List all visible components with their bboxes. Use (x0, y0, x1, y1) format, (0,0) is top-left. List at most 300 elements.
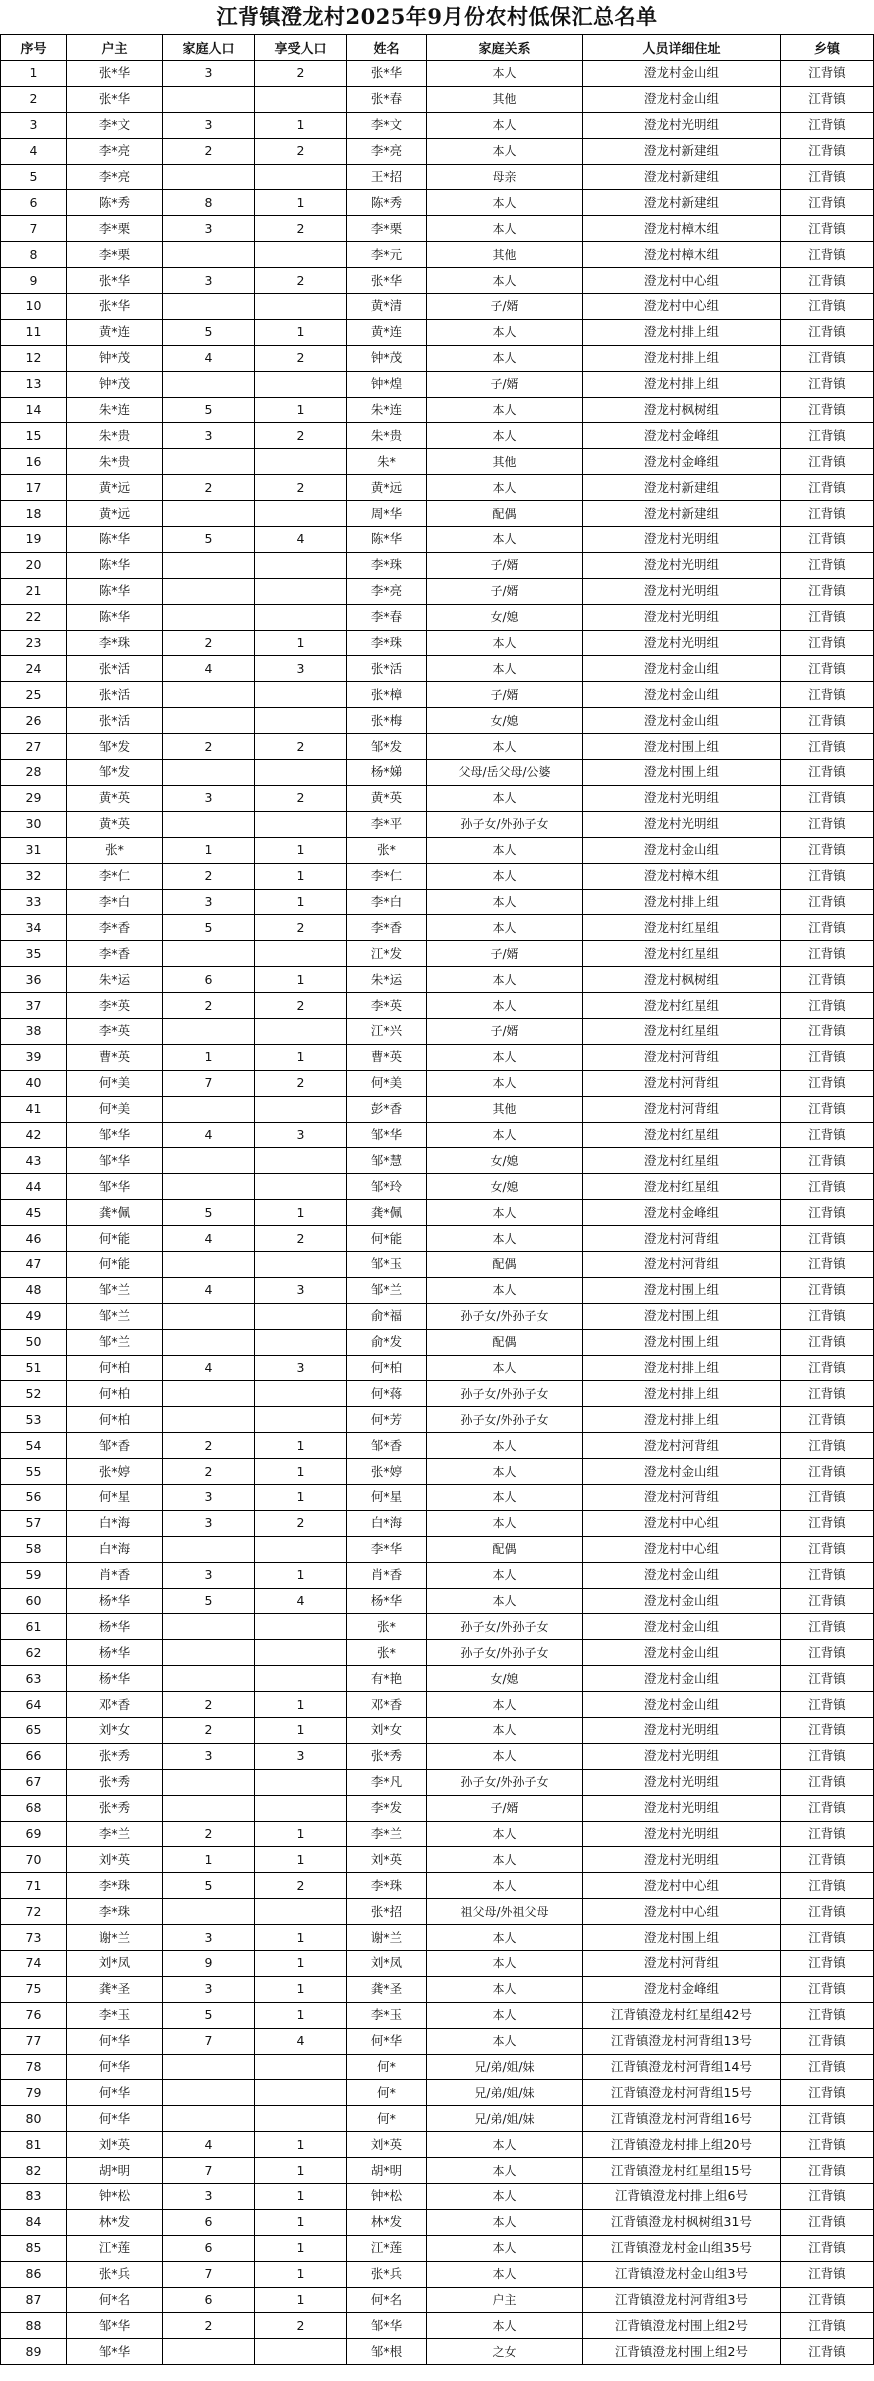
cell-householder: 刘*女 (67, 1718, 163, 1744)
cell-beneficiaries (255, 1251, 347, 1277)
cell-relation: 本人 (427, 319, 583, 345)
cell-index: 70 (1, 1847, 67, 1873)
cell-beneficiaries (255, 760, 347, 786)
table-row (1, 1536, 874, 1562)
cell-householder: 张*婷 (67, 1459, 163, 1485)
cell-index: 20 (1, 552, 67, 578)
cell-family-size: 2 (163, 863, 255, 889)
cell-beneficiaries: 4 (255, 1588, 347, 1614)
cell-name: 张* (347, 837, 427, 863)
cell-township: 江背镇 (781, 1510, 874, 1536)
cell-township: 江背镇 (781, 2002, 874, 2028)
cell-name: 李*栗 (347, 216, 427, 242)
cell-township: 江背镇 (781, 501, 874, 527)
cell-relation: 本人 (427, 268, 583, 294)
cell-name: 李*香 (347, 915, 427, 941)
cell-index: 37 (1, 993, 67, 1019)
cell-name: 何*芳 (347, 1407, 427, 1433)
cell-relation: 本人 (427, 138, 583, 164)
cell-township: 江背镇 (781, 1536, 874, 1562)
table-row (1, 61, 874, 87)
cell-address: 澄龙村枫树组 (583, 967, 781, 993)
cell-householder: 李*英 (67, 1018, 163, 1044)
cell-address: 澄龙村排上组 (583, 889, 781, 915)
cell-index: 71 (1, 1873, 67, 1899)
cell-name: 张*兵 (347, 2261, 427, 2287)
cell-relation: 本人 (427, 345, 583, 371)
cell-name: 李*玉 (347, 2002, 427, 2028)
cell-name: 朱*运 (347, 967, 427, 993)
cell-relation: 女/媳 (427, 708, 583, 734)
table-row (1, 1459, 874, 1485)
cell-address: 澄龙村光明组 (583, 1769, 781, 1795)
cell-householder: 李*兰 (67, 1821, 163, 1847)
cell-relation: 本人 (427, 2235, 583, 2261)
cell-index: 53 (1, 1407, 67, 1433)
cell-name: 张*华 (347, 268, 427, 294)
cell-name: 俞*福 (347, 1303, 427, 1329)
table-row (1, 242, 874, 268)
cell-index: 84 (1, 2209, 67, 2235)
cell-householder: 张*活 (67, 682, 163, 708)
cell-family-size: 2 (163, 734, 255, 760)
cell-beneficiaries (255, 1096, 347, 1122)
table-row (1, 1718, 874, 1744)
cell-name: 钟*茂 (347, 345, 427, 371)
table-row (1, 2158, 874, 2184)
cell-name: 曹*英 (347, 1044, 427, 1070)
cell-index: 21 (1, 578, 67, 604)
cell-address: 江背镇澄龙村红星组15号 (583, 2158, 781, 2184)
cell-address: 澄龙村光明组 (583, 785, 781, 811)
cell-family-size: 8 (163, 190, 255, 216)
cell-relation: 本人 (427, 1070, 583, 1096)
table-row (1, 708, 874, 734)
cell-township: 江背镇 (781, 1769, 874, 1795)
table-row (1, 734, 874, 760)
cell-township: 江背镇 (781, 2184, 874, 2210)
cell-name: 邹*兰 (347, 1277, 427, 1303)
table-row (1, 2028, 874, 2054)
cell-householder: 何*能 (67, 1251, 163, 1277)
cell-township: 江背镇 (781, 552, 874, 578)
cell-relation: 子/婿 (427, 1795, 583, 1821)
cell-township: 江背镇 (781, 1795, 874, 1821)
cell-beneficiaries (255, 578, 347, 604)
cell-township: 江背镇 (781, 1925, 874, 1951)
cell-householder: 龚*佩 (67, 1200, 163, 1226)
cell-name: 李*珠 (347, 630, 427, 656)
cell-beneficiaries (255, 941, 347, 967)
cell-relation: 本人 (427, 1821, 583, 1847)
cell-name: 何*能 (347, 1226, 427, 1252)
table-row (1, 112, 874, 138)
cell-householder: 白*海 (67, 1510, 163, 1536)
cell-relation: 兄/弟/姐/妹 (427, 2106, 583, 2132)
cell-address: 澄龙村金山组 (583, 1459, 781, 1485)
table-row (1, 1251, 874, 1277)
table-row (1, 2287, 874, 2313)
cell-family-size: 2 (163, 1821, 255, 1847)
cell-township: 江背镇 (781, 760, 874, 786)
cell-name: 李*亮 (347, 578, 427, 604)
cell-township: 江背镇 (781, 967, 874, 993)
cell-address: 澄龙村金山组 (583, 1640, 781, 1666)
table-row (1, 1614, 874, 1640)
cell-index: 60 (1, 1588, 67, 1614)
cell-family-size: 1 (163, 1044, 255, 1070)
cell-index: 61 (1, 1614, 67, 1640)
cell-householder: 陈*华 (67, 578, 163, 604)
cell-family-size (163, 682, 255, 708)
table-row (1, 2261, 874, 2287)
cell-address: 江背镇澄龙村河背组16号 (583, 2106, 781, 2132)
cell-family-size (163, 1329, 255, 1355)
cell-address: 澄龙村河背组 (583, 1044, 781, 1070)
cell-relation: 子/婿 (427, 682, 583, 708)
cell-relation: 配偶 (427, 1251, 583, 1277)
cell-family-size: 3 (163, 1743, 255, 1769)
cell-beneficiaries: 1 (255, 2184, 347, 2210)
cell-family-size: 5 (163, 2002, 255, 2028)
cell-relation: 本人 (427, 61, 583, 87)
cell-householder: 刘*凤 (67, 1951, 163, 1977)
cell-index: 48 (1, 1277, 67, 1303)
cell-family-size (163, 1018, 255, 1044)
table-row (1, 578, 874, 604)
cell-index: 35 (1, 941, 67, 967)
cell-name: 杨*华 (347, 1588, 427, 1614)
cell-township: 江背镇 (781, 190, 874, 216)
cell-index: 68 (1, 1795, 67, 1821)
cell-township: 江背镇 (781, 1666, 874, 1692)
cell-index: 69 (1, 1821, 67, 1847)
table-row (1, 1277, 874, 1303)
cell-name: 江*发 (347, 941, 427, 967)
table-row (1, 1044, 874, 1070)
cell-township: 江背镇 (781, 2339, 874, 2365)
cell-township: 江背镇 (781, 1562, 874, 1588)
cell-index: 19 (1, 527, 67, 553)
cell-householder: 龚*圣 (67, 1976, 163, 2002)
table-row (1, 1847, 874, 1873)
cell-family-size: 5 (163, 397, 255, 423)
cell-name: 邹*华 (347, 1122, 427, 1148)
cell-index: 75 (1, 1976, 67, 2002)
cell-relation: 配偶 (427, 1536, 583, 1562)
cell-name: 肖*香 (347, 1562, 427, 1588)
cell-name: 何* (347, 2080, 427, 2106)
cell-beneficiaries (255, 1329, 347, 1355)
cell-index: 79 (1, 2080, 67, 2106)
cell-family-size: 3 (163, 112, 255, 138)
cell-family-size (163, 1251, 255, 1277)
cell-family-size (163, 1640, 255, 1666)
cell-index: 10 (1, 294, 67, 320)
cell-address: 澄龙村新建组 (583, 164, 781, 190)
table-row (1, 1976, 874, 2002)
cell-index: 2 (1, 86, 67, 112)
cell-index: 74 (1, 1951, 67, 1977)
cell-address: 澄龙村新建组 (583, 501, 781, 527)
cell-index: 13 (1, 371, 67, 397)
cell-householder: 李*栗 (67, 216, 163, 242)
cell-township: 江背镇 (781, 527, 874, 553)
table-row (1, 1951, 874, 1977)
cell-family-size: 4 (163, 345, 255, 371)
cell-address: 澄龙村光明组 (583, 1821, 781, 1847)
cell-householder: 何*柏 (67, 1355, 163, 1381)
cell-township: 江背镇 (781, 656, 874, 682)
cell-index: 59 (1, 1562, 67, 1588)
cell-beneficiaries: 1 (255, 190, 347, 216)
cell-address: 澄龙村樟木组 (583, 242, 781, 268)
cell-relation: 兄/弟/姐/妹 (427, 2054, 583, 2080)
cell-householder: 林*发 (67, 2209, 163, 2235)
table-row (1, 1407, 874, 1433)
table-row (1, 993, 874, 1019)
cell-township: 江背镇 (781, 1976, 874, 2002)
cell-householder: 李*栗 (67, 242, 163, 268)
cell-beneficiaries (255, 1666, 347, 1692)
cell-beneficiaries: 1 (255, 1925, 347, 1951)
table-row (1, 2339, 874, 2365)
cell-index: 83 (1, 2184, 67, 2210)
cell-name: 有*艳 (347, 1666, 427, 1692)
cell-address: 澄龙村河背组 (583, 1951, 781, 1977)
cell-township: 江背镇 (781, 268, 874, 294)
cell-beneficiaries: 2 (255, 2313, 347, 2339)
cell-householder: 何*华 (67, 2054, 163, 2080)
cell-family-size: 3 (163, 268, 255, 294)
cell-beneficiaries: 2 (255, 1226, 347, 1252)
cell-index: 5 (1, 164, 67, 190)
cell-name: 黄*远 (347, 475, 427, 501)
cell-index: 89 (1, 2339, 67, 2365)
cell-family-size (163, 1769, 255, 1795)
cell-householder: 邹*兰 (67, 1277, 163, 1303)
cell-index: 40 (1, 1070, 67, 1096)
table-row (1, 1174, 874, 1200)
cell-relation: 本人 (427, 1925, 583, 1951)
cell-name: 何*星 (347, 1484, 427, 1510)
cell-relation: 祖父母/外祖父母 (427, 1899, 583, 1925)
cell-relation: 本人 (427, 1718, 583, 1744)
cell-address: 澄龙村金峰组 (583, 449, 781, 475)
cell-beneficiaries: 2 (255, 268, 347, 294)
cell-address: 澄龙村光明组 (583, 112, 781, 138)
cell-householder: 胡*明 (67, 2158, 163, 2184)
cell-family-size: 2 (163, 993, 255, 1019)
cell-householder: 黄*英 (67, 785, 163, 811)
cell-township: 江背镇 (781, 1459, 874, 1485)
cell-township: 江背镇 (781, 1226, 874, 1252)
cell-relation: 本人 (427, 863, 583, 889)
cell-householder: 邹*华 (67, 2339, 163, 2365)
cell-householder: 邹*华 (67, 1122, 163, 1148)
cell-householder: 邹*兰 (67, 1329, 163, 1355)
cell-family-size: 3 (163, 1925, 255, 1951)
cell-index: 24 (1, 656, 67, 682)
cell-address: 江背镇澄龙村河背组13号 (583, 2028, 781, 2054)
table-row (1, 1096, 874, 1122)
cell-beneficiaries: 3 (255, 1355, 347, 1381)
cell-index: 67 (1, 1769, 67, 1795)
table-row (1, 1148, 874, 1174)
cell-township: 江背镇 (781, 2287, 874, 2313)
column-header-index: 序号 (1, 35, 67, 61)
cell-township: 江背镇 (781, 1381, 874, 1407)
cell-beneficiaries: 4 (255, 2028, 347, 2054)
cell-index: 52 (1, 1381, 67, 1407)
cell-householder: 朱*运 (67, 967, 163, 993)
table-row (1, 1821, 874, 1847)
cell-township: 江背镇 (781, 449, 874, 475)
cell-relation: 本人 (427, 475, 583, 501)
cell-family-size: 7 (163, 1070, 255, 1096)
cell-address: 澄龙村新建组 (583, 475, 781, 501)
cell-relation: 本人 (427, 112, 583, 138)
cell-township: 江背镇 (781, 2028, 874, 2054)
cell-index: 45 (1, 1200, 67, 1226)
cell-family-size (163, 760, 255, 786)
cell-name: 黄*连 (347, 319, 427, 345)
cell-index: 18 (1, 501, 67, 527)
cell-address: 澄龙村枫树组 (583, 397, 781, 423)
cell-name: 张*樟 (347, 682, 427, 708)
cell-address: 澄龙村中心组 (583, 1899, 781, 1925)
cell-index: 42 (1, 1122, 67, 1148)
cell-relation: 本人 (427, 1847, 583, 1873)
cell-family-size: 7 (163, 2028, 255, 2054)
cell-householder: 李*文 (67, 112, 163, 138)
table-row (1, 604, 874, 630)
cell-relation: 本人 (427, 2313, 583, 2339)
cell-beneficiaries (255, 1148, 347, 1174)
cell-address: 澄龙村中心组 (583, 1873, 781, 1899)
table-row (1, 1666, 874, 1692)
cell-name: 林*发 (347, 2209, 427, 2235)
cell-householder: 黄*远 (67, 475, 163, 501)
cell-beneficiaries: 1 (255, 2261, 347, 2287)
cell-index: 44 (1, 1174, 67, 1200)
cell-index: 32 (1, 863, 67, 889)
cell-address: 江背镇澄龙村枫树组31号 (583, 2209, 781, 2235)
cell-relation: 本人 (427, 630, 583, 656)
cell-beneficiaries: 2 (255, 915, 347, 941)
cell-township: 江背镇 (781, 1821, 874, 1847)
cell-householder: 张*华 (67, 61, 163, 87)
cell-family-size (163, 2054, 255, 2080)
cell-township: 江背镇 (781, 708, 874, 734)
cell-beneficiaries (255, 1769, 347, 1795)
cell-township: 江背镇 (781, 2209, 874, 2235)
cell-name: 龚*圣 (347, 1976, 427, 2002)
table-row (1, 837, 874, 863)
cell-family-size: 2 (163, 2313, 255, 2339)
cell-beneficiaries: 2 (255, 993, 347, 1019)
cell-township: 江背镇 (781, 837, 874, 863)
cell-township: 江背镇 (781, 889, 874, 915)
cell-name: 李*元 (347, 242, 427, 268)
document-title: 江背镇澄龙村2025年9月份农村低保汇总名单 (216, 4, 658, 29)
cell-name: 李*仁 (347, 863, 427, 889)
cell-relation: 孙子女/外孙子女 (427, 1640, 583, 1666)
cell-householder: 黄*连 (67, 319, 163, 345)
cell-householder: 何*能 (67, 1226, 163, 1252)
cell-index: 57 (1, 1510, 67, 1536)
cell-name: 刘*英 (347, 1847, 427, 1873)
table-row (1, 889, 874, 915)
cell-address: 澄龙村樟木组 (583, 863, 781, 889)
cell-householder: 邹*发 (67, 734, 163, 760)
table-header-row (1, 35, 874, 61)
cell-householder: 张*秀 (67, 1795, 163, 1821)
cell-index: 80 (1, 2106, 67, 2132)
cell-relation: 户主 (427, 2287, 583, 2313)
cell-beneficiaries: 1 (255, 630, 347, 656)
cell-name: 朱*连 (347, 397, 427, 423)
cell-householder: 张*华 (67, 268, 163, 294)
cell-relation: 本人 (427, 423, 583, 449)
cell-name: 邹*香 (347, 1433, 427, 1459)
cell-index: 73 (1, 1925, 67, 1951)
cell-name: 钟*煌 (347, 371, 427, 397)
table-row (1, 1899, 874, 1925)
cell-beneficiaries: 1 (255, 837, 347, 863)
cell-name: 江*莲 (347, 2235, 427, 2261)
cell-family-size (163, 1303, 255, 1329)
cell-householder: 朱*连 (67, 397, 163, 423)
cell-name: 钟*松 (347, 2184, 427, 2210)
table-row (1, 501, 874, 527)
cell-index: 14 (1, 397, 67, 423)
cell-beneficiaries: 1 (255, 1562, 347, 1588)
cell-index: 46 (1, 1226, 67, 1252)
cell-family-size: 3 (163, 1562, 255, 1588)
cell-address: 江背镇澄龙村排上组20号 (583, 2132, 781, 2158)
table-row (1, 1200, 874, 1226)
cell-name: 邓*香 (347, 1692, 427, 1718)
cell-index: 30 (1, 811, 67, 837)
cell-index: 16 (1, 449, 67, 475)
cell-name: 彭*香 (347, 1096, 427, 1122)
cell-name: 李*华 (347, 1536, 427, 1562)
cell-householder: 钟*松 (67, 2184, 163, 2210)
cell-name: 龚*佩 (347, 1200, 427, 1226)
cell-family-size (163, 941, 255, 967)
cell-beneficiaries: 1 (255, 1718, 347, 1744)
cell-relation: 其他 (427, 449, 583, 475)
cell-address: 江背镇澄龙村河背组14号 (583, 2054, 781, 2080)
cell-name: 何*美 (347, 1070, 427, 1096)
cell-relation: 本人 (427, 785, 583, 811)
cell-beneficiaries: 3 (255, 1122, 347, 1148)
table-row (1, 1226, 874, 1252)
cell-township: 江背镇 (781, 345, 874, 371)
cell-householder: 李*亮 (67, 164, 163, 190)
cell-relation: 本人 (427, 1355, 583, 1381)
cell-name: 张*华 (347, 61, 427, 87)
cell-township: 江背镇 (781, 138, 874, 164)
cell-relation: 孙子女/外孙子女 (427, 1769, 583, 1795)
cell-township: 江背镇 (781, 423, 874, 449)
table-row (1, 1303, 874, 1329)
cell-relation: 其他 (427, 1096, 583, 1122)
cell-address: 澄龙村红星组 (583, 1174, 781, 1200)
cell-index: 34 (1, 915, 67, 941)
cell-index: 8 (1, 242, 67, 268)
